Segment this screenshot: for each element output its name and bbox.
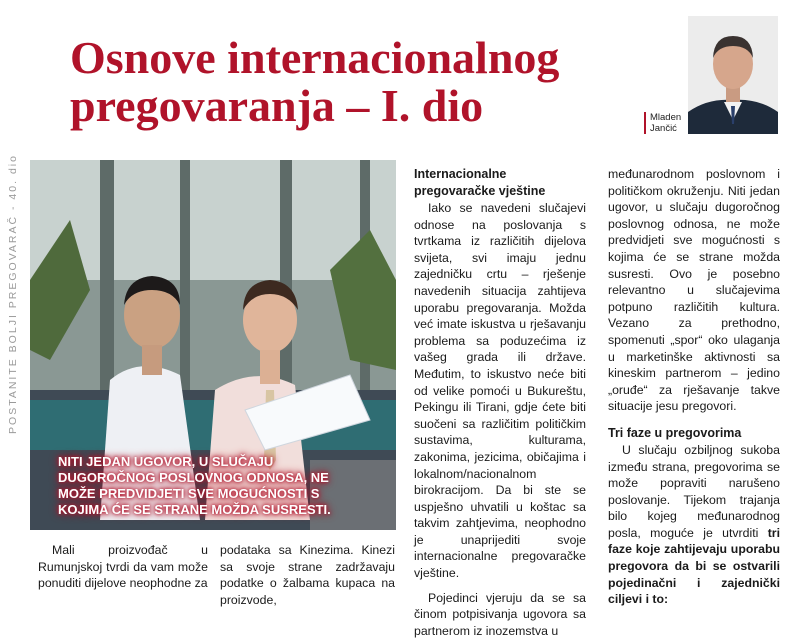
paragraph: Pojedinci vjeruju da se sa činom potpisivanja ugovora sa partnerom iz inozemstva u — [414, 590, 586, 638]
paragraph-text: U slučaju ozbiljnog sukoba između strana, pregovorima se može popraviti narušeno poslovanje. Tijekom trajanja bilo kojeg međunarodnog posla, moguće je utvrditi — [608, 442, 780, 540]
pull-quote: NITI JEDAN UGOVOR, U SLUČAJU DUGOROČNOG POSLOVNOG ODNOSA, NE MOŽE PREDVIDJETI SVE MOGUĆNOSTI S KOJIMA ĆE SE STRANE MOŽDA SUSRESTI. — [58, 454, 331, 517]
author-name — [644, 112, 681, 134]
paragraph — [608, 442, 780, 608]
column-3-text — [608, 166, 780, 608]
paragraph: Iako se navedeni slučajevi odnose na poslovanja s tvrtkama iz različitih dijelova svijeta, svi imaju jednu zajedničku crtu – rješenje navedenih situacija zahtijeva uporabu pregovaranja. Možda već imate iskustva u rješavanju problema sa poduzećima iz vašeg grada ili države. Međutim, to iskustvo neće biti od velike pomoći u Bukureštu, Pekingu ili Tirani, gdje ćete biti suočeni sa različitim političkim sustavima, kulturama, zakonima, jezicima, običajima i lokalnom/nacionalnom birokracijom. Da bi ste se uspješno uhvatili u koštac sa takvim zahtjevima, neophodno je unaprijediti svoje internacionalne pregovaračke vještine. — [414, 201, 586, 581]
author-photo — [688, 16, 778, 134]
column-2-text — [414, 166, 586, 639]
author-first-name: Mladen — [650, 112, 682, 123]
paragraph: međunarodnom poslovnom i političkom okruženju. Niti jedan ugovor, u slučaju dugoročnog poslovnog odnosa, ne može predvidjeti sve mogućnosti s kojima će se strane možda susresti. Ovo je posebno relevantno u slučajevima potpuno različitih kultura. Vezano za prethodno, spomenuti „spor“ oko ulaganja u marketinške aktivnosti sa kineskim partnerom – jedino „oruđe“ za rješavanje takve situacije jesu pregovori. — [608, 167, 780, 414]
column-1b-text — [220, 542, 395, 608]
author-last-name: Jančić — [650, 123, 677, 134]
paragraph: podataka sa Kinezima. Kinezi sa svoje strane zadržavaju podatke o žalbama kupaca na proizvode, — [220, 543, 395, 607]
section-heading: Internacionalne pregovaračke vještine — [414, 167, 546, 198]
article-title: Osnove internacionalnog pregovaranja – I. dio — [70, 32, 560, 131]
paragraph-bold-text: tri faze koje zahtijevaju uporabu pregovora da bi se ostvarili pojedinačni i zajednički ciljevi i to: — [608, 525, 780, 607]
column-1-text — [38, 542, 208, 592]
series-side-label: POSTANITE BOLJI PREGOVARAČ - 40. dio — [7, 154, 19, 434]
section-heading: Tri faze u pregovorima — [608, 425, 742, 440]
paragraph: Mali proizvođač u Rumunjskoj tvrdi da vam može ponuditi dijelove neophodne za — [38, 543, 208, 591]
